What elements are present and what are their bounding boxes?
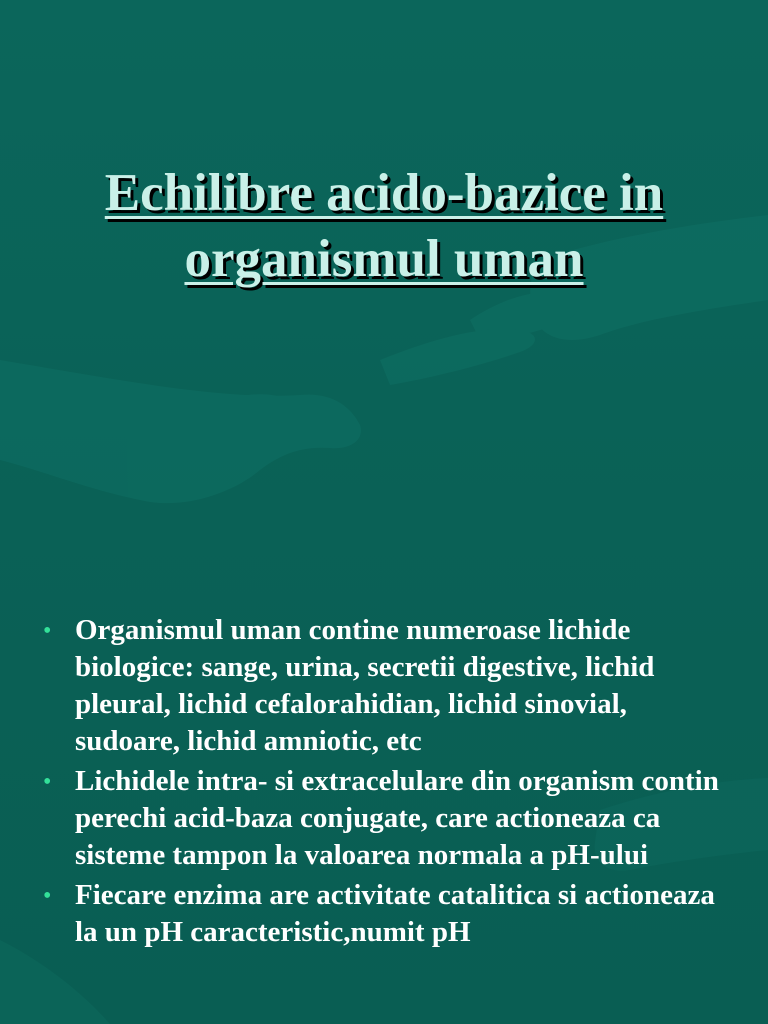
bullet-text: Lichidele intra- si extracelulare din organism contin perechi acid-baza conjugate, care actioneaza ca sisteme tampon la valoarea normala a pH-ului — [75, 765, 719, 871]
bullet-item — [40, 763, 730, 874]
bullet-text: Organismul uman contine numeroase lichide biologice: sange, urina, secretii digestive, lichid pleural, lichid cefalorahidian, lichid sinovial, sudoare, lichid amniotic, etc — [75, 614, 655, 757]
bullet-list — [40, 612, 730, 954]
bullet-text: Fiecare enzima are activitate catalitica si actioneaza la un pH caracteristic,numit pH — [75, 879, 715, 948]
bullet-item — [40, 612, 730, 760]
bullet-icon: • — [43, 883, 52, 909]
bullet-icon: • — [43, 618, 52, 644]
slide-title: Echilibre acido-bazice in organismul uman — [104, 164, 664, 288]
bullet-icon: • — [43, 769, 52, 795]
bullet-item — [40, 877, 730, 951]
